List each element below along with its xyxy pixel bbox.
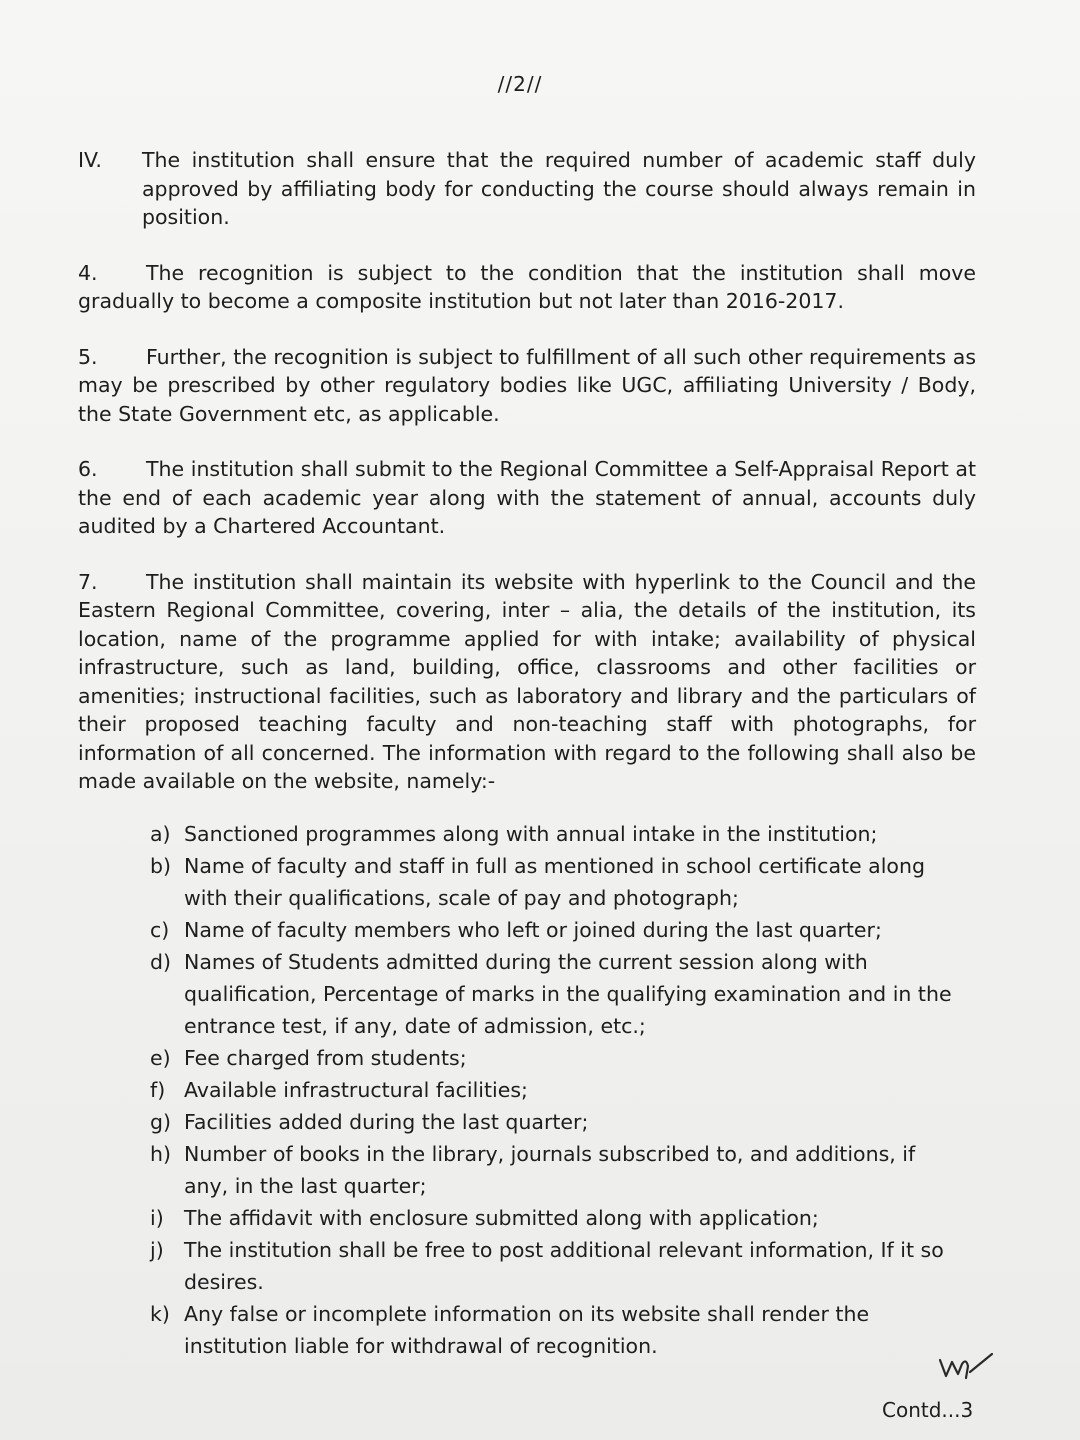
clause-number: IV.: [78, 148, 102, 172]
list-item-text: Number of books in the library, journals subscribed to, and additions, if any, in the last quarter;: [184, 1141, 916, 1198]
list-item-label: a): [150, 821, 171, 846]
list-item-label: i): [150, 1205, 164, 1230]
list-item-label: g): [150, 1109, 172, 1134]
list-item-label: e): [150, 1045, 171, 1070]
list-item-text: Available infrastructural facilities;: [184, 1077, 528, 1102]
list-item-text: Names of Students admitted during the current session along with qualification, Percentage of marks in the qualifying examination and in the entrance test, if any, date of admission, etc.;: [184, 949, 952, 1038]
list-item-label: j): [150, 1237, 164, 1262]
paragraph-6: [78, 455, 976, 541]
paragraph-text: Further, the recognition is subject to fulfillment of all such other requirements as may be prescribed by other regulatory bodies like UGC, affiliating University / Body, the State Government etc, as applicable.: [78, 344, 976, 426]
paragraph-number: 7.: [78, 569, 98, 594]
paragraph-5: [78, 343, 976, 429]
list-item-text: Name of faculty members who left or joined during the last quarter;: [184, 917, 882, 942]
list-item-text: Facilities added during the last quarter;: [184, 1109, 589, 1134]
list-item: [150, 914, 960, 946]
list-item: [150, 1138, 960, 1202]
list-item: [150, 1202, 960, 1234]
list-item-text: Sanctioned programmes along with annual intake in the institution;: [184, 821, 878, 846]
list-item-text: Fee charged from students;: [184, 1045, 467, 1070]
list-item-label: h): [150, 1141, 171, 1166]
paragraph-4: [78, 259, 976, 316]
list-item: [150, 946, 960, 1042]
list-item-label: c): [150, 917, 170, 942]
list-item-label: d): [150, 949, 172, 974]
paragraph-text: The recognition is subject to the condition that the institution shall move gradually to become a composite institution but not later than 2016-2017.: [78, 260, 976, 313]
list-item-text: The institution shall be free to post additional relevant information, If it so desires.: [184, 1237, 944, 1294]
paragraph-number: 4.: [78, 260, 98, 285]
clause-text: The institution shall ensure that the required number of academic staff duly approved by affiliating body for conducting the course should always remain in position.: [142, 148, 976, 229]
list-item-text: The affidavit with enclosure submitted along with application;: [184, 1205, 819, 1230]
list-item: [150, 1298, 960, 1362]
document-body: [78, 146, 976, 1362]
clause-iv: [78, 146, 976, 232]
list-item: [150, 1042, 960, 1074]
list-item-label: k): [150, 1301, 170, 1326]
paragraph-7: [78, 568, 976, 796]
list-item: [150, 1074, 960, 1106]
list-item: [150, 1106, 960, 1138]
paragraph-number: 6.: [78, 457, 98, 481]
paragraph-text: The institution shall submit to the Regional Committee a Self-Appraisal Report at the end of each academic year along with the statement of annual, accounts duly audited by a Chartered Accountant.: [78, 457, 976, 538]
list-item: [150, 850, 960, 914]
list-item-label: b): [150, 853, 172, 878]
paragraph-text: The institution shall maintain its website with hyperlink to the Council and the Eastern Regional Committee, covering, inter – alia, the details of the institution, its location, name of the programme applied for with intake; availability of physical infrastructure, such as land, building, office, classrooms and other facilities or amenities; instructional facilities, such as laboratory and library and the particulars of their proposed teaching faculty and non-teaching staff with photographs, for information of all concerned. The information with regard to the following shall also be made available on the website, namely:-: [78, 569, 976, 793]
website-requirements-list: [150, 818, 960, 1362]
signature-mark: [936, 1350, 996, 1384]
list-item-text: Any false or incomplete information on its website shall render the institution liable for withdrawal of recognition.: [184, 1301, 870, 1358]
list-item-label: f): [150, 1077, 166, 1102]
list-item: [150, 818, 960, 850]
list-item: [150, 1234, 960, 1298]
paragraph-number: 5.: [78, 344, 98, 369]
list-item-text: Name of faculty and staff in full as mentioned in school certificate along with their qualifications, scale of pay and photograph;: [184, 853, 925, 910]
page-number: //2//: [497, 72, 543, 96]
continued-note: Contd...3: [882, 1398, 974, 1422]
